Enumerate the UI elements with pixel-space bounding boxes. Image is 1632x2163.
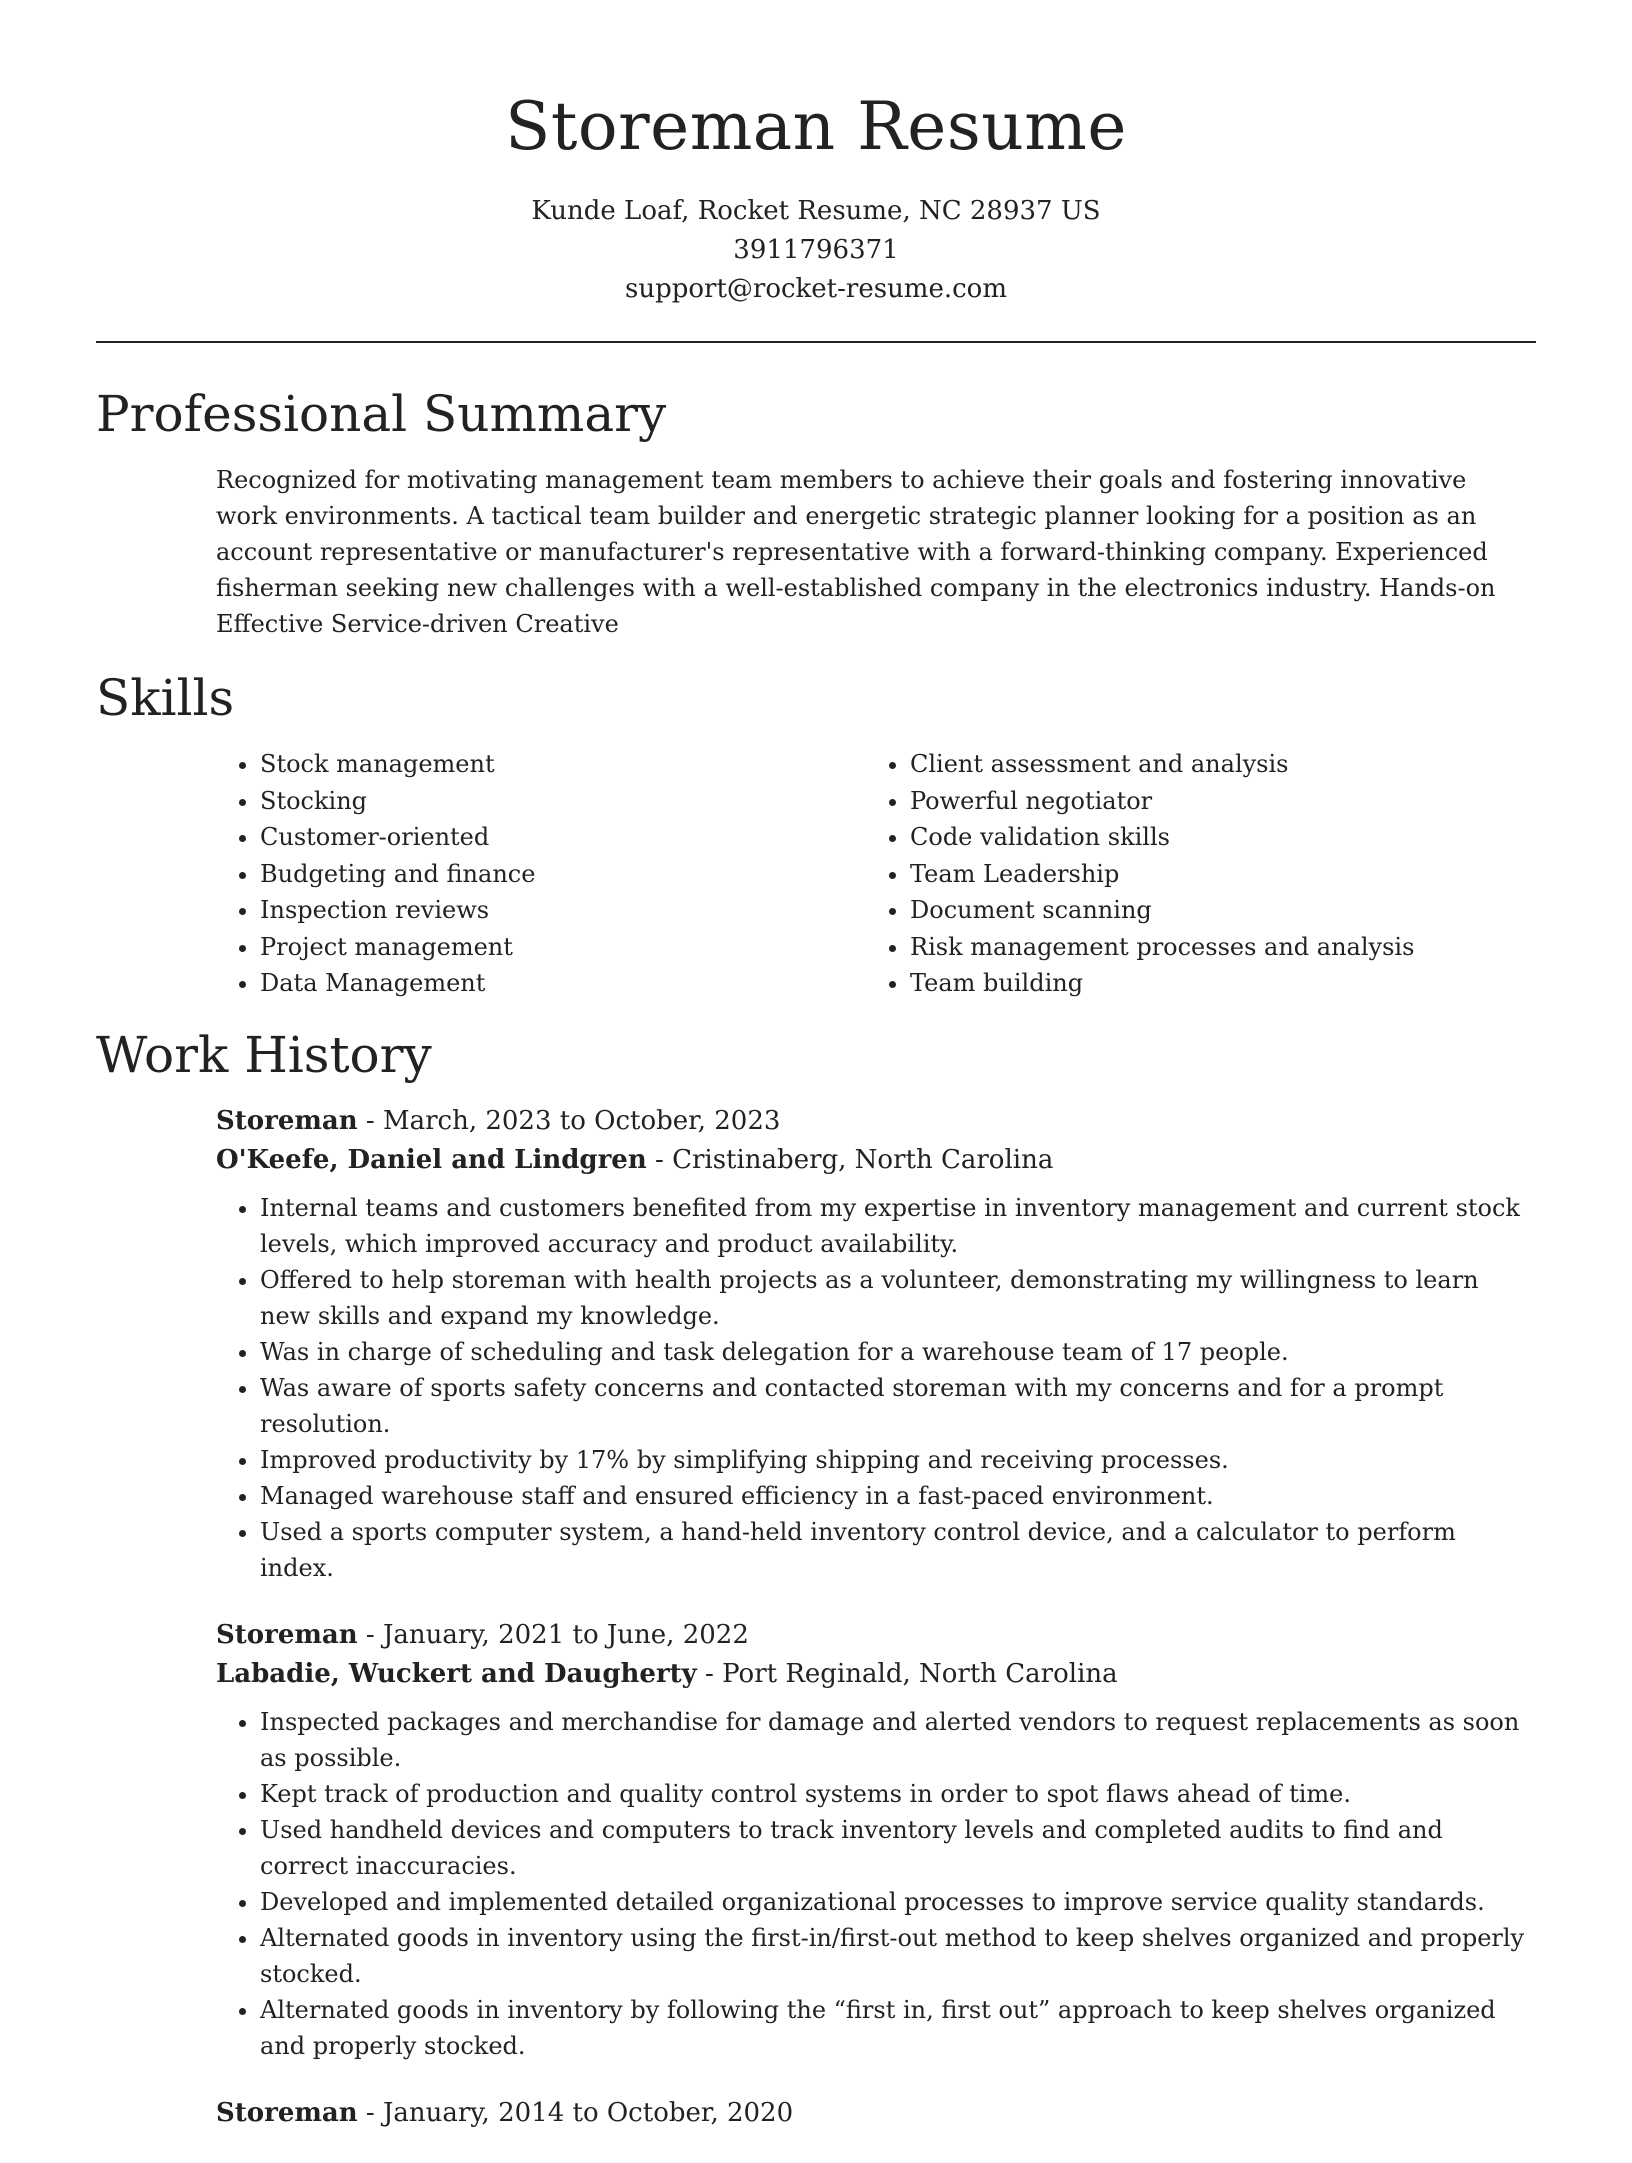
skill-item: • Team Leadership bbox=[910, 856, 1516, 893]
job-title-line bbox=[216, 1102, 1536, 1141]
summary-heading: Professional Summary bbox=[96, 385, 667, 443]
job-company-line bbox=[216, 1655, 1536, 1694]
skills-heading: Skills bbox=[96, 669, 235, 727]
contact-address: Kunde Loaf, Rocket Resume, NC 28937 US bbox=[531, 196, 1101, 226]
skill-item: • Customer-oriented bbox=[260, 819, 866, 856]
job-dates: - January, 2021 to June, 2022 bbox=[357, 1620, 749, 1650]
job-entry bbox=[216, 1102, 1536, 1586]
header-divider bbox=[96, 341, 1536, 343]
job-title: Storeman bbox=[216, 1620, 358, 1650]
job-company-line bbox=[216, 1141, 1536, 1180]
job-title-line bbox=[216, 1616, 1536, 1655]
job-dates: - March, 2023 to October, 2023 bbox=[357, 1106, 781, 1136]
job-title: Storeman bbox=[216, 1106, 358, 1136]
job-bullet: • Improved productivity by 17% by simplifying shipping and receiving processes. bbox=[260, 1442, 1536, 1478]
skill-item: • Budgeting and finance bbox=[260, 856, 866, 893]
work-history-list bbox=[216, 1102, 1536, 2163]
skill-item: • Project management bbox=[260, 929, 866, 966]
job-entry bbox=[216, 2094, 1536, 2133]
job-bullet: • Internal teams and customers benefited from my expertise in inventory management and current stock levels, which improved accuracy and product availability. bbox=[260, 1190, 1536, 1262]
job-dates: - January, 2014 to October, 2020 bbox=[357, 2098, 794, 2128]
contact-email: support@rocket-resume.com bbox=[624, 274, 1007, 304]
job-bullet: • Alternated goods in inventory by following the “first in, first out” approach to keep shelves organized and properly stocked. bbox=[260, 1992, 1536, 2064]
job-company: Labadie, Wuckert and Daugherty bbox=[216, 1659, 697, 1689]
skill-item: • Risk management processes and analysis bbox=[910, 929, 1516, 966]
job-entry bbox=[216, 1616, 1536, 2064]
job-bullet-list bbox=[216, 1704, 1536, 2064]
job-bullet: • Was in charge of scheduling and task delegation for a warehouse team of 17 people. bbox=[260, 1334, 1536, 1370]
contact-info bbox=[0, 192, 1632, 309]
skill-item: • Powerful negotiator bbox=[910, 783, 1516, 820]
skills-list bbox=[216, 746, 1536, 1002]
job-bullet: • Offered to help storeman with health projects as a volunteer, demonstrating my willingness to learn new skills and expand my knowledge. bbox=[260, 1262, 1536, 1334]
skills-column-left bbox=[216, 746, 866, 1002]
job-bullet: • Was aware of sports safety concerns and contacted storeman with my concerns and for a prompt resolution. bbox=[260, 1370, 1536, 1442]
work-history-heading: Work History bbox=[96, 1026, 432, 1084]
resume-header bbox=[0, 0, 1632, 309]
job-location: - Cristinaberg, North Carolina bbox=[646, 1145, 1054, 1175]
resume-title: Storeman Resume bbox=[505, 88, 1127, 165]
skill-item: • Data Management bbox=[260, 965, 866, 1002]
job-bullet: • Kept track of production and quality control systems in order to spot flaws ahead of time. bbox=[260, 1776, 1536, 1812]
job-title: Storeman bbox=[216, 2098, 358, 2128]
skill-item: • Document scanning bbox=[910, 892, 1516, 929]
job-title-line bbox=[216, 2094, 1536, 2133]
job-bullet-list bbox=[216, 1190, 1536, 1586]
job-bullet: • Used a sports computer system, a hand-held inventory control device, and a calculator to perform index. bbox=[260, 1514, 1536, 1586]
skill-item: • Client assessment and analysis bbox=[910, 746, 1516, 783]
job-location: - Port Reginald, North Carolina bbox=[696, 1659, 1118, 1689]
skill-item: • Stock management bbox=[260, 746, 866, 783]
job-bullet: • Developed and implemented detailed organizational processes to improve service quality standards. bbox=[260, 1884, 1536, 1920]
summary-text: Recognized for motivating management team members to achieve their goals and fostering innovative work environments. A tactical team builder and energetic strategic planner looking for a position as an account representative or manufacturer's representative with a forward-thinking company. Experienced fisherman seeking new challenges with a well-established company in the electronics industry. Hands-on Effective Service-driven Creative bbox=[216, 466, 1496, 638]
job-bullet: • Alternated goods in inventory using the first-in/first-out method to keep shelves organized and properly stocked. bbox=[260, 1920, 1536, 1992]
job-company: O'Keefe, Daniel and Lindgren bbox=[216, 1145, 647, 1175]
job-bullet: • Used handheld devices and computers to track inventory levels and completed audits to find and correct inaccuracies. bbox=[260, 1812, 1536, 1884]
skill-item: • Code validation skills bbox=[910, 819, 1516, 856]
contact-phone: 3911796371 bbox=[733, 235, 899, 265]
job-bullet: • Inspected packages and merchandise for damage and alerted vendors to request replacements as soon as possible. bbox=[260, 1704, 1536, 1776]
skill-item: • Team building bbox=[910, 965, 1516, 1002]
skill-item: • Inspection reviews bbox=[260, 892, 866, 929]
job-bullet: • Managed warehouse staff and ensured efficiency in a fast-paced environment. bbox=[260, 1478, 1536, 1514]
skill-item: • Stocking bbox=[260, 783, 866, 820]
skills-column-right bbox=[866, 746, 1516, 1002]
